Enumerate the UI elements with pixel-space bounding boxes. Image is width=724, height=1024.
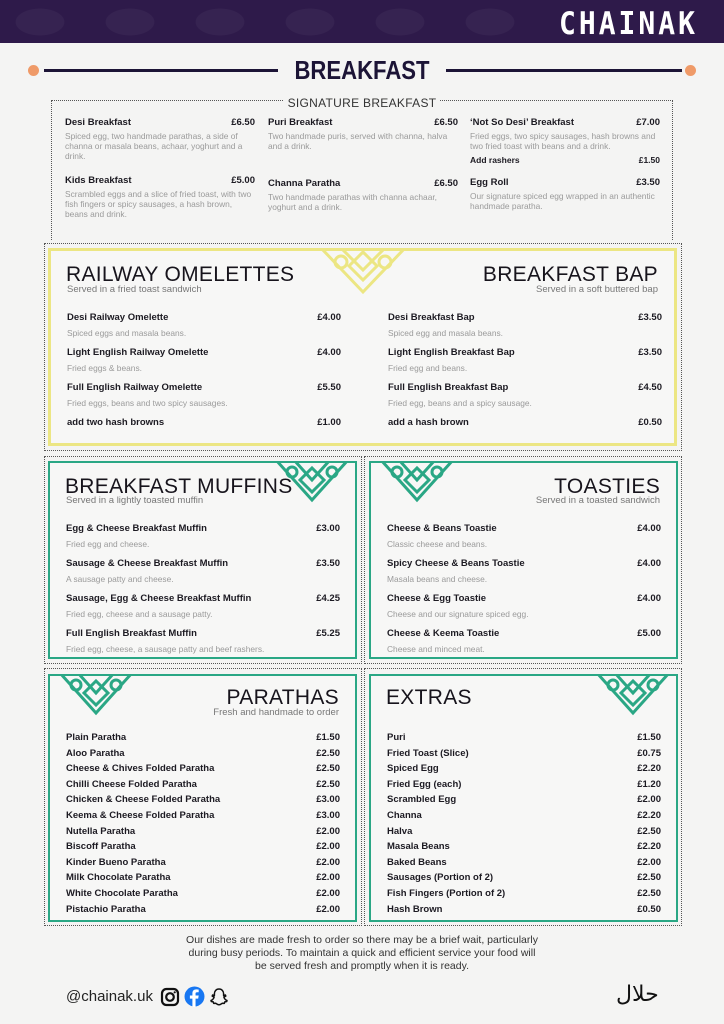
menu-item: Keema & Cheese Folded Paratha £3.00 xyxy=(66,809,340,821)
toasties-list xyxy=(387,523,661,659)
section-title-bap: BREAKFAST BAP xyxy=(482,263,658,286)
signature-column-3 xyxy=(470,117,660,225)
menu-item: add two hash browns £1.00 xyxy=(67,417,341,428)
menu-item: Channa £2.20 xyxy=(387,809,661,821)
page-title: BREAKFAST xyxy=(294,55,430,85)
menu-item: Full English Breakfast Bap £4.50 Fried egg, beans and a spicy sausage. xyxy=(388,382,662,408)
halal-mark: حلال xyxy=(616,982,659,1007)
railway-list xyxy=(67,312,341,437)
instagram-icon[interactable] xyxy=(160,987,180,1007)
railway-bap-panel xyxy=(48,248,677,446)
menu-item: Plain Paratha £1.50 xyxy=(66,732,340,743)
extras-panel xyxy=(369,674,678,922)
section-title-parathas: PARATHAS xyxy=(226,686,339,709)
page-title-row xyxy=(28,55,696,85)
menu-item: Milk Chocolate Paratha £2.00 xyxy=(66,872,340,884)
menu-item: Fried Toast (Slice) £0.75 xyxy=(387,747,661,759)
decorative-dot-left xyxy=(28,65,39,76)
parathas-list xyxy=(66,732,340,919)
footer-note: Our dishes are made fresh to order so there may be a brief wait, particularly during busy periods. To maintain a quick and efficient service your food will be served fresh and promptly when it is ready. xyxy=(186,934,538,972)
menu-item: ‘Not So Desi’ Breakfast £7.00 Fried eggs, two spicy sausages, hash browns and two fried toast with beans and a drink. Add rashers £1.50 xyxy=(470,117,660,165)
menu-item: Channa Paratha £6.50 Two handmade parathas with channa achaar, yoghurt and a drink. xyxy=(268,178,458,212)
menu-item: Egg Roll £3.50 Our signature spiced egg wrapped in an authentic handmade paratha. xyxy=(470,177,660,211)
menu-item: Desi Breakfast Bap £3.50 Spiced egg and masala beans. xyxy=(388,312,662,338)
addon-row: Add rashers £1.50 xyxy=(470,155,660,165)
section-title-railway: RAILWAY OMELETTES xyxy=(66,263,295,286)
menu-item: Cheese & Egg Toastie £4.00 Cheese and our signature spiced egg. xyxy=(387,593,661,619)
section-title-extras: EXTRAS xyxy=(386,686,472,709)
menu-item: Desi Breakfast £6.50 Spiced egg, two handmade parathas, a side of channa or masala beans, achaar, yoghurt and a drink. xyxy=(65,117,255,161)
facebook-icon[interactable] xyxy=(184,986,205,1007)
section-subtitle-toasties: Served in a toasted sandwich xyxy=(535,495,660,506)
signature-column-2 xyxy=(268,117,458,226)
menu-item: Scrambled Egg £2.00 xyxy=(387,794,661,806)
social-handle[interactable]: @chainak.uk xyxy=(66,988,153,1005)
menu-item: Full English Breakfast Muffin £5.25 Fried egg, cheese, a sausage patty and beef rashers. xyxy=(66,628,340,654)
menu-item: Baked Beans £2.00 xyxy=(387,856,661,868)
menu-item: Puri £1.50 xyxy=(387,732,661,743)
signature-column-1 xyxy=(65,117,255,233)
menu-item: Pistachio Paratha £2.00 xyxy=(66,903,340,915)
title-rule-right xyxy=(446,69,682,72)
section-subtitle-parathas: Fresh and handmade to order xyxy=(213,707,339,718)
muffins-list xyxy=(66,523,340,659)
bap-list xyxy=(388,312,662,437)
menu-item: Fried Egg (each) £1.20 xyxy=(387,778,661,790)
signature-label: SIGNATURE BREAKFAST xyxy=(0,92,724,111)
menu-item: White Chocolate Paratha £2.00 xyxy=(66,887,340,899)
section-title-muffins: BREAKFAST MUFFINS xyxy=(65,475,293,498)
menu-item: Nutella Paratha £2.00 xyxy=(66,825,340,837)
menu-item: Biscoff Paratha £2.00 xyxy=(66,841,340,853)
menu-item: Kinder Bueno Paratha £2.00 xyxy=(66,856,340,868)
menu-item: Kids Breakfast £5.00 Scrambled eggs and a slice of fried toast, with two fish fingers or spicy sausages, a hash brown, beans and drink. xyxy=(65,175,255,219)
menu-item: Light English Breakfast Bap £3.50 Fried egg and beans. xyxy=(388,347,662,373)
section-subtitle-railway: Served in a fried toast sandwich xyxy=(67,284,202,295)
decorative-dot-right xyxy=(685,65,696,76)
extras-list xyxy=(387,732,661,919)
menu-item: Hash Brown £0.50 xyxy=(387,903,661,915)
ornament-icon xyxy=(54,674,138,719)
snapchat-icon[interactable] xyxy=(209,987,229,1007)
menu-item: Halva £2.50 xyxy=(387,825,661,837)
ornament-icon xyxy=(311,248,415,296)
section-title-toasties: TOASTIES xyxy=(554,475,660,498)
section-subtitle-bap: Served in a soft buttered bap xyxy=(536,284,658,295)
menu-item: Cheese & Beans Toastie £4.00 Classic cheese and beans. xyxy=(387,523,661,549)
menu-item: Sausage, Egg & Cheese Breakfast Muffin £4.25 Fried egg, cheese and a sausage patty. xyxy=(66,593,340,619)
social-links xyxy=(66,986,229,1007)
menu-item: Cheese & Keema Toastie £5.00 Cheese and minced meat. xyxy=(387,628,661,654)
menu-item: Full English Railway Omelette £5.50 Fried eggs, beans and two spicy sausages. xyxy=(67,382,341,408)
menu-item: Chilli Cheese Folded Paratha £2.50 xyxy=(66,778,340,790)
menu-item: Light English Railway Omelette £4.00 Fried eggs & beans. xyxy=(67,347,341,373)
section-subtitle-muffins: Served in a lightly toasted muffin xyxy=(66,495,204,506)
menu-item: Aloo Paratha £2.50 xyxy=(66,747,340,759)
brand-logo: CHAINAK xyxy=(558,5,698,42)
menu-item: add a hash brown £0.50 xyxy=(388,417,662,428)
menu-item: Sausage & Cheese Breakfast Muffin £3.50 A sausage patty and cheese. xyxy=(66,558,340,584)
menu-item: Spiced Egg £2.20 xyxy=(387,763,661,775)
ornament-icon xyxy=(375,461,459,506)
menu-item: Masala Beans £2.20 xyxy=(387,841,661,853)
menu-item: Egg & Cheese Breakfast Muffin £3.00 Fried egg and cheese. xyxy=(66,523,340,549)
toasties-panel xyxy=(369,461,678,659)
menu-item: Chicken & Cheese Folded Paratha £3.00 xyxy=(66,794,340,806)
parathas-panel xyxy=(48,674,357,922)
menu-item: Desi Railway Omelette £4.00 Spiced eggs and masala beans. xyxy=(67,312,341,338)
menu-item: Spicy Cheese & Beans Toastie £4.00 Masala beans and cheese. xyxy=(387,558,661,584)
menu-item: Puri Breakfast £6.50 Two handmade puris, served with channa, halva and a drink. xyxy=(268,117,458,151)
menu-item: Cheese & Chives Folded Paratha £2.50 xyxy=(66,763,340,775)
menu-item: Sausages (Portion of 2) £2.50 xyxy=(387,872,661,884)
ornament-icon xyxy=(591,674,675,719)
menu-item: Fish Fingers (Portion of 2) £2.50 xyxy=(387,887,661,899)
header-bar xyxy=(0,0,724,43)
muffins-panel xyxy=(48,461,357,659)
